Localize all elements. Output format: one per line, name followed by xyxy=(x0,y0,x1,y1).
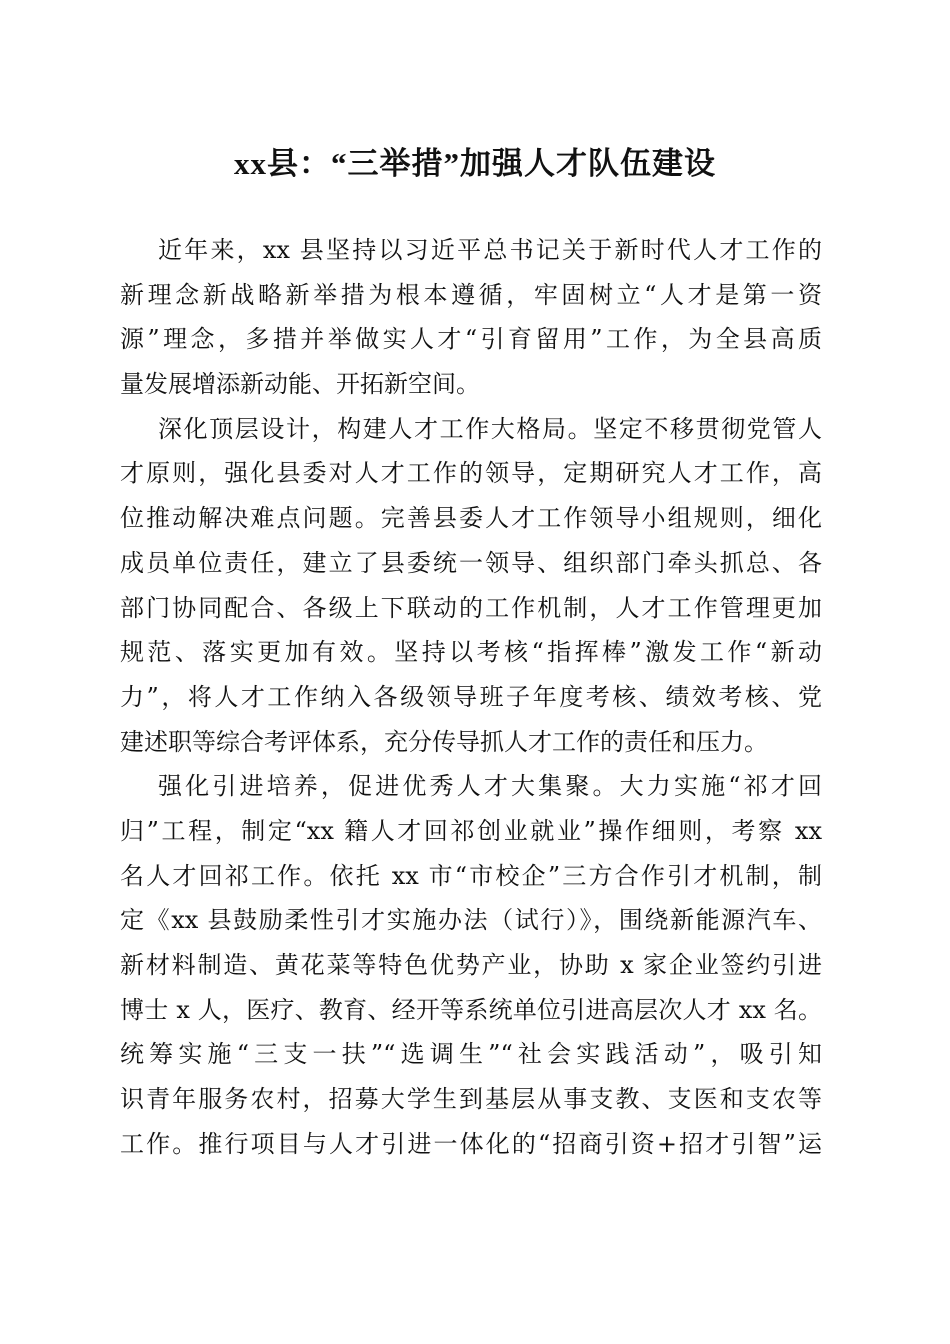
text-line: 博士 x 人，医疗、教育、经开等系统单位引进高层次人才 xx 名。 xyxy=(120,995,822,1024)
text-line: 量发展增添新动能、开拓新空间。 xyxy=(120,370,480,399)
text-line: 统筹实施“三支一扶”“选调生”“社会实践活动”，吸引知 xyxy=(120,1040,822,1069)
text-line: 近年来，xx 县坚持以习近平总书记关于新时代人才工作的 xyxy=(158,236,822,264)
text-line: 工作。推行项目与人才引进一体化的“招商引资+招才引智”运 xyxy=(120,1129,822,1158)
text-line: 新材料制造、黄花菜等特色优势产业，协助 x 家企业签约引进 xyxy=(120,951,822,979)
text-line: 强化引进培养，促进优秀人才大集聚。大力实施“祁才回 xyxy=(158,772,822,801)
text-line: 部门协同配合、各级上下联动的工作机制，人才工作管理更加 xyxy=(120,593,822,622)
text-line: 名人才回祁工作。依托 xx 市“市校企”三方合作引才机制，制 xyxy=(120,861,822,890)
paragraph-intro xyxy=(120,228,822,407)
document-body xyxy=(120,228,822,1166)
text-line: 位推动解决难点问题。完善县委人才工作领导小组规则，细化 xyxy=(120,504,822,533)
paragraph-top-level-design xyxy=(120,407,822,765)
text-line: 源”理念，多措并举做实人才“引育留用”工作，为全县高质 xyxy=(120,325,822,354)
text-line: 归”工程，制定“xx 籍人才回祁创业就业”操作细则，考察 xx xyxy=(120,816,822,845)
text-line: 才原则，强化县委对人才工作的领导，定期研究人才工作，高 xyxy=(120,459,822,488)
text-line: 力”，将人才工作纳入各级领导班子年度考核、绩效考核、党 xyxy=(120,682,822,711)
text-line: 定《xx 县鼓励柔性引才实施办法（试行）》，围绕新能源汽车、 xyxy=(120,906,822,935)
text-line: 规范、落实更加有效。坚持以考核“指挥棒”激发工作“新动 xyxy=(120,638,822,667)
text-line: 识青年服务农村，招募大学生到基层从事支教、支医和支农等 xyxy=(120,1085,822,1114)
text-line: 新理念新战略新举措为根本遵循，牢固树立“人才是第一资 xyxy=(120,280,822,309)
text-line: 建述职等综合考评体系，充分传导抓人才工作的责任和压力。 xyxy=(120,727,768,756)
paragraph-talent-introduction xyxy=(120,764,822,1166)
text-line: 成员单位责任，建立了县委统一领导、组织部门牵头抓总、各 xyxy=(120,548,822,577)
text-line: 深化顶层设计，构建人才工作大格局。坚定不移贯彻党管人 xyxy=(158,414,822,443)
document-title: xx县：“三举措”加强人才队伍建设 xyxy=(234,146,716,181)
